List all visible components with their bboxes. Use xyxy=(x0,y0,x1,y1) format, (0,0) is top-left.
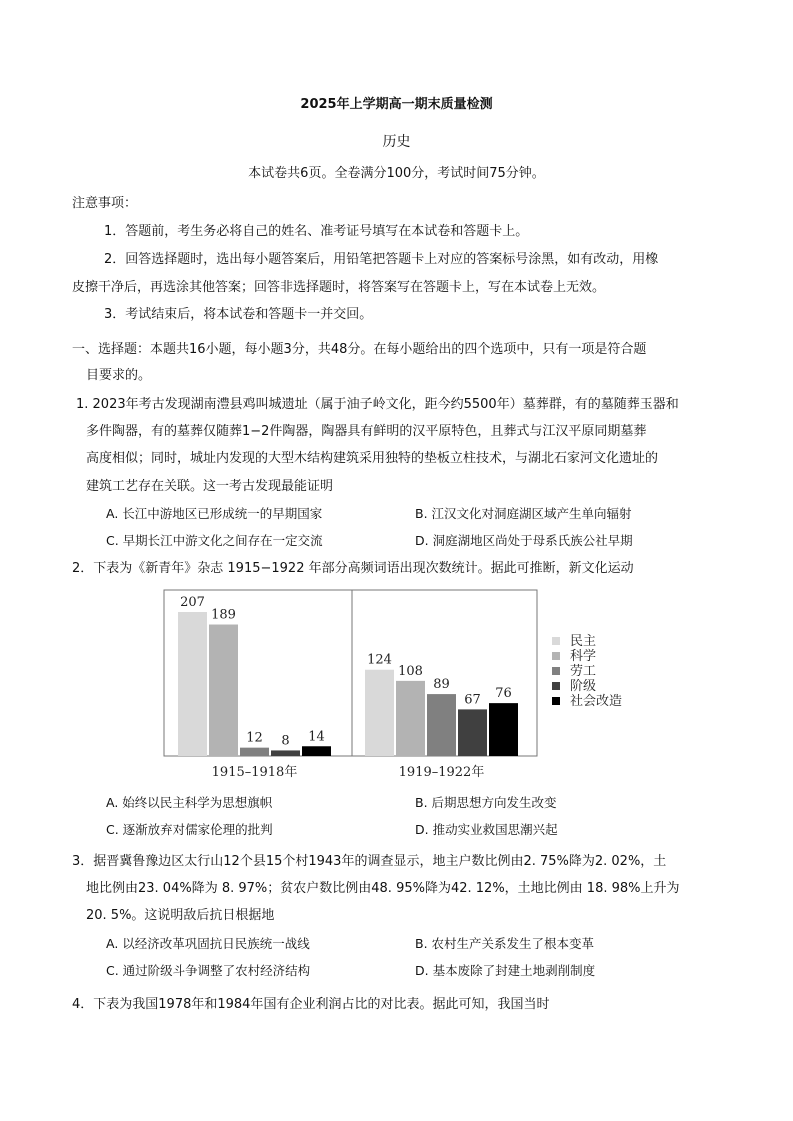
legend-swatch-3 xyxy=(552,682,560,690)
legend-swatch-4 xyxy=(552,697,560,705)
q3-option-a: A. 以经济改革巩固抗日民族统一战线 xyxy=(106,936,310,951)
q1-option-a: A. 长江中游地区已形成统一的早期国家 xyxy=(106,506,323,521)
q1-stem-line-3: 高度相似；同时，城址内发现的大型木结构建筑采用独特的垫板立柱技术，与湖北石家河文化遗址的 xyxy=(86,451,659,466)
legend-swatch-1 xyxy=(552,652,560,660)
bar-0-1 xyxy=(209,625,238,756)
q1-stem-line-1: 1. 2023年考古发现湖南澧县鸡叫城遗址（属于油子岭文化，距今约5500年）墓葬群，有的墓随葬玉器和 xyxy=(76,397,679,412)
notice-item-1: 1．答题前，考生务必将自己的姓名、准考证号填写在本试卷和答题卡上。 xyxy=(104,224,529,239)
q2-option-d: D. 推动实业救国思潮兴起 xyxy=(415,822,558,837)
q3-stem-line-3: 20. 5%。这说明敌后抗日根据地 xyxy=(86,908,275,923)
bar-1-0 xyxy=(365,670,394,756)
category-label-1: 1919–1922年 xyxy=(398,765,485,780)
notice-item-2: 2．回答选择题时，选出每小题答案后，用铅笔把答题卡上对应的答案标号涂黑，如有改动，用橡 xyxy=(104,252,659,267)
q1-stem-line-2: 多件陶器，有的墓葬仅随葬1−2件陶器，陶器具有鲜明的汉平原特色，且葬式与江汉平原同期墓葬 xyxy=(86,424,647,439)
bar-1-4 xyxy=(489,703,518,756)
bar-label-1-0: 124 xyxy=(367,652,392,668)
legend-swatch-2 xyxy=(552,667,560,675)
bar-label-0-3: 8 xyxy=(281,733,290,749)
bar-0-3 xyxy=(271,750,300,756)
q1-option-c: C. 早期长江中游文化之间存在一定交流 xyxy=(106,533,323,548)
bar-1-2 xyxy=(427,694,456,756)
q3-option-d: D. 基本废除了封建土地剥削制度 xyxy=(415,963,596,978)
q2-option-a: A. 始终以民主科学为思想旗帜 xyxy=(106,795,273,810)
exam-subject: 历史 xyxy=(382,134,411,150)
bar-0-2 xyxy=(240,748,269,756)
bar-label-0-2: 12 xyxy=(246,730,263,746)
bar-label-0-4: 14 xyxy=(308,729,325,745)
notice-item-2-cont: 皮擦干净后，再选涂其他答案；回答非选择题时，将答案写在答题卡上，写在本试卷上无效。 xyxy=(72,280,606,295)
bar-label-1-4: 76 xyxy=(495,686,512,702)
bar-label-0-1: 189 xyxy=(211,607,236,623)
q2-option-c: C. 逐渐放弃对儒家伦理的批判 xyxy=(106,822,273,837)
q2-option-b: B. 后期思想方向发生改变 xyxy=(415,795,557,810)
exam-title: 2025年上学期高一期末质量检测 xyxy=(300,97,493,112)
q1-option-b: B. 江汉文化对洞庭湖区域产生单向辐射 xyxy=(415,506,632,521)
q2-stem: 2．下表为《新青年》杂志 1915−1922 年部分高频词语出现次数统计。据此可推断，新文化运动 xyxy=(72,561,634,576)
legend-label-1: 科学 xyxy=(570,649,597,664)
exam-info: 本试卷共6页。全卷满分100分，考试时间75分钟。 xyxy=(248,166,545,181)
legend-label-4: 社会改造 xyxy=(570,694,623,709)
notice-item-3: 3．考试结束后，将本试卷和答题卡一并交回。 xyxy=(104,307,373,322)
bar-1-3 xyxy=(458,709,487,756)
q1-stem-line-4: 建筑工艺存在关联。这一考古发现最能证明 xyxy=(86,479,334,494)
q4-stem: 4．下表为我国1978年和1984年国有企业利润占比的对比表。据此可知，我国当时 xyxy=(72,997,550,1012)
q3-option-c: C. 通过阶级斗争调整了农村经济结构 xyxy=(106,963,311,978)
legend-label-0: 民主 xyxy=(570,634,597,649)
bar-label-1-3: 67 xyxy=(464,692,481,708)
q3-option-b: B. 农村生产关系发生了根本变革 xyxy=(415,936,595,951)
q3-stem-line-1: 3．据晋冀鲁豫边区太行山12个县15个村1943年的调查显示，地主户数比例由2. 75%降为2. 02%，土 xyxy=(72,854,667,869)
legend-label-2: 劳工 xyxy=(570,664,597,679)
bar-1-1 xyxy=(396,681,425,756)
bar-label-0-0: 207 xyxy=(180,595,205,610)
bar-label-1-1: 108 xyxy=(398,663,423,679)
section-1-instructions-cont: 目要求的。 xyxy=(86,368,152,383)
category-label-0: 1915–1918年 xyxy=(211,765,298,780)
section-1-instructions: 一、选择题：本题共16小题，每小题3分，共48分。在每小题给出的四个选项中，只有一项是符合题 xyxy=(72,342,647,357)
legend-label-3: 阶级 xyxy=(570,679,597,694)
q3-stem-line-2: 地比例由23. 04%降为 8. 97%；贫农户数比例由48. 95%降为42. 12%，土地比例由 18. 98%上升为 xyxy=(86,881,680,896)
q1-option-d: D. 洞庭湖地区尚处于母系氏族公社早期 xyxy=(415,533,633,548)
legend-swatch-0 xyxy=(552,637,560,645)
notice-heading: 注意事项： xyxy=(72,196,138,211)
bar-0-0 xyxy=(178,612,207,756)
bar-label-1-2: 89 xyxy=(433,677,450,693)
bar-0-4 xyxy=(302,746,331,756)
q2-bar-chart xyxy=(160,584,640,784)
